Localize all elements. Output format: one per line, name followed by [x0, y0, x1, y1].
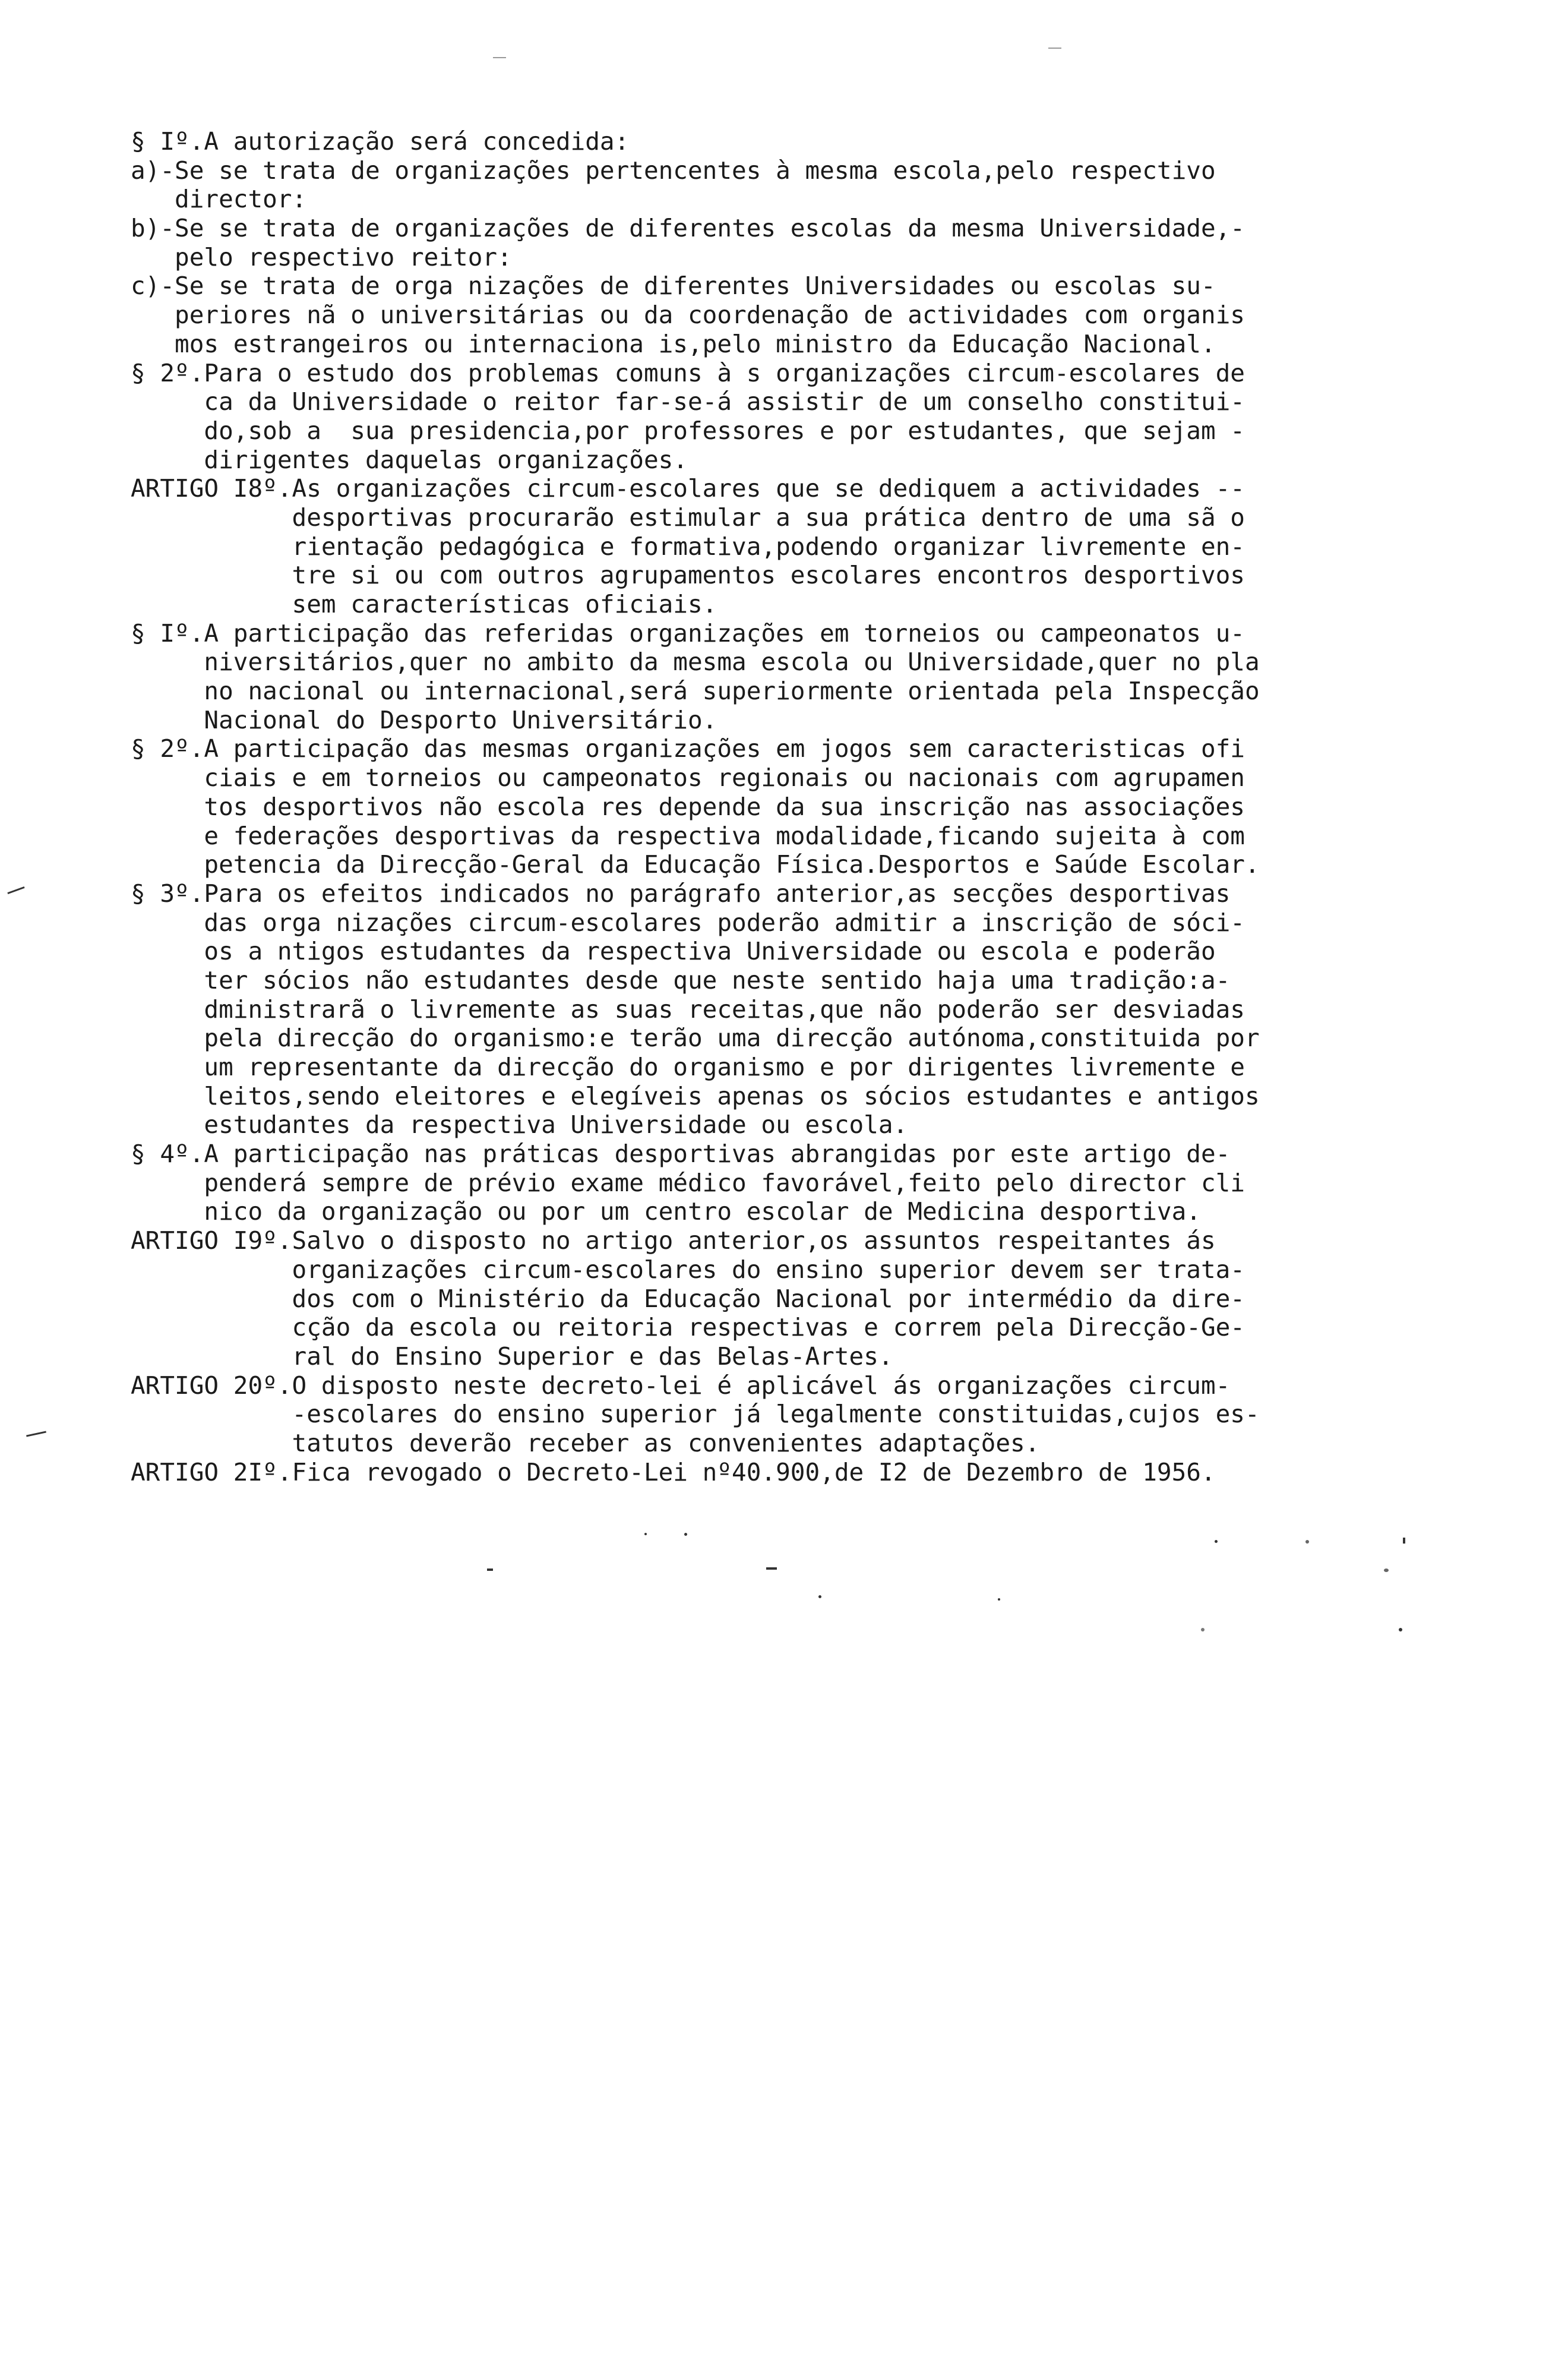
text-line: cção da escola ou reitoria respectivas e correm pela Direcção-Ge-	[131, 1313, 1245, 1342]
text-line: petencia da Direcção-Geral da Educação Física.Desportos e Saúde Escolar.	[131, 850, 1260, 879]
scan-mark	[644, 1533, 647, 1535]
text-line: leitos,sendo eleitores e elegíveis apenas os sócios estudantes e antigos	[131, 1081, 1260, 1110]
text-line: desportivas procurarão estimular a sua prática dentro de uma sã o	[131, 503, 1245, 532]
text-line: tre si ou com outros agrupamentos escolares encontros desportivos	[131, 561, 1245, 590]
text-line: § 3º.Para os efeitos indicados no parágrafo anterior,as secções desportivas	[131, 879, 1231, 908]
text-line: e federações desportivas da respectiva modalidade,ficando sujeita à com	[131, 821, 1245, 850]
text-line: tos desportivos não escola res depende da sua inscrição nas associações	[131, 792, 1245, 821]
scan-mark	[1201, 1628, 1205, 1631]
text-line: director:	[131, 185, 307, 214]
text-line: § 2º.Para o estudo dos problemas comuns à s organizações circum-escolares de	[131, 358, 1245, 387]
scan-mark	[1403, 1538, 1405, 1544]
text-line: Nacional do Desporto Universitário.	[131, 705, 717, 734]
scan-mark	[26, 1431, 46, 1437]
text-line: ca da Universidade o reitor far-se-á assistir de um conselho constitui-	[131, 387, 1245, 416]
text-line: § Iº.A autorização será concedida:	[131, 127, 630, 156]
text-line: b)-Se se trata de organizações de diferentes escolas da mesma Universidade,-	[131, 214, 1245, 243]
scan-mark	[1305, 1540, 1309, 1544]
text-line: ral do Ensino Superior e das Belas-Artes.	[131, 1342, 893, 1371]
text-line: ter sócios não estudantes desde que neste sentido haja uma tradição:a-	[131, 965, 1231, 995]
text-line: nico da organização ou por um centro escolar de Medicina desportiva.	[131, 1197, 1201, 1226]
scan-mark	[1384, 1568, 1389, 1572]
text-line: tatutos deverão receber as convenientes adaptações.	[131, 1428, 1040, 1457]
text-line: organizações circum-escolares do ensino superior devem ser trata-	[131, 1255, 1245, 1284]
text-line: do,sob a sua presidencia,por professores e por estudantes, que sejam -	[131, 416, 1245, 445]
text-line: -escolares do ensino superior já legalmente constituidas,cujos es-	[131, 1400, 1260, 1429]
scan-mark	[684, 1533, 687, 1536]
text-line: ARTIGO 2Iº.Fica revogado o Decreto-Lei nº40.900,de I2 de Dezembro de 1956.	[131, 1457, 1216, 1487]
scan-mark	[493, 57, 506, 58]
text-line: estudantes da respectiva Universidade ou escola.	[131, 1110, 908, 1140]
text-line: periores nã o universitárias ou da coordenação de actividades com organis	[131, 301, 1245, 330]
scan-mark	[766, 1567, 777, 1570]
text-line: a)-Se se trata de organizações pertencentes à mesma escola,pelo respectivo	[131, 156, 1216, 185]
text-line: penderá sempre de prévio exame médico favorável,feito pelo director cli	[131, 1168, 1245, 1197]
text-line: c)-Se se trata de orga nizações de diferentes Universidades ou escolas su-	[131, 272, 1216, 301]
text-line: sem características oficiais.	[131, 590, 717, 618]
scan-mark	[7, 886, 24, 894]
text-line: dos com o Ministério da Educação Nacional por intermédio da dire-	[131, 1284, 1245, 1313]
text-line: niversitários,quer no ambito da mesma escola ou Universidade,quer no pla	[131, 648, 1260, 677]
scan-mark	[1399, 1628, 1402, 1631]
text-line: das orga nizações circum-escolares poderão admitir a inscrição de sóci-	[131, 908, 1245, 937]
scan-mark	[1215, 1540, 1218, 1543]
text-line: rientação pedagógica e formativa,podendo organizar livremente en-	[131, 532, 1245, 561]
text-line: pela direcção do organismo:e terão uma direcção autónoma,constituida por	[131, 1024, 1260, 1053]
text-line: dministrarã o livremente as suas receitas,que não poderão ser desviadas	[131, 995, 1245, 1024]
text-line: um representante da direcção do organismo e por dirigentes livremente e	[131, 1053, 1245, 1081]
text-line: os a ntigos estudantes da respectiva Universidade ou escola e poderão	[131, 937, 1216, 966]
text-line: dirigentes daquelas organizações.	[131, 445, 688, 474]
document-body	[131, 127, 1497, 1487]
text-line: ARTIGO I9º.Salvo o disposto no artigo anterior,os assuntos respeitantes ás	[131, 1226, 1216, 1255]
text-line: no nacional ou internacional,será superiormente orientada pela Inspecção	[131, 677, 1260, 706]
text-line: ARTIGO 20º.O disposto neste decreto-lei é aplicável ás organizações circum-	[131, 1371, 1231, 1400]
text-line: § 2º.A participação das mesmas organizações em jogos sem caracteristicas ofi	[131, 734, 1245, 763]
text-line: mos estrangeiros ou internaciona is,pelo ministro da Educação Nacional.	[131, 329, 1216, 358]
text-line: pelo respectivo reitor:	[131, 242, 512, 272]
text-line: § Iº.A participação das referidas organizações em torneios ou campeonatos u-	[131, 618, 1245, 648]
text-line: § 4º.A participação nas práticas desportivas abrangidas por este artigo de-	[131, 1140, 1231, 1169]
text-line: ciais e em torneios ou campeonatos regionais ou nacionais com agrupamen	[131, 763, 1245, 793]
text-line: ARTIGO I8º.As organizações circum-escolares que se dediquem a actividades --	[131, 474, 1245, 503]
scan-mark	[818, 1595, 821, 1598]
scan-mark	[487, 1568, 493, 1571]
scan-mark	[1048, 48, 1061, 49]
scan-mark	[998, 1598, 1000, 1601]
